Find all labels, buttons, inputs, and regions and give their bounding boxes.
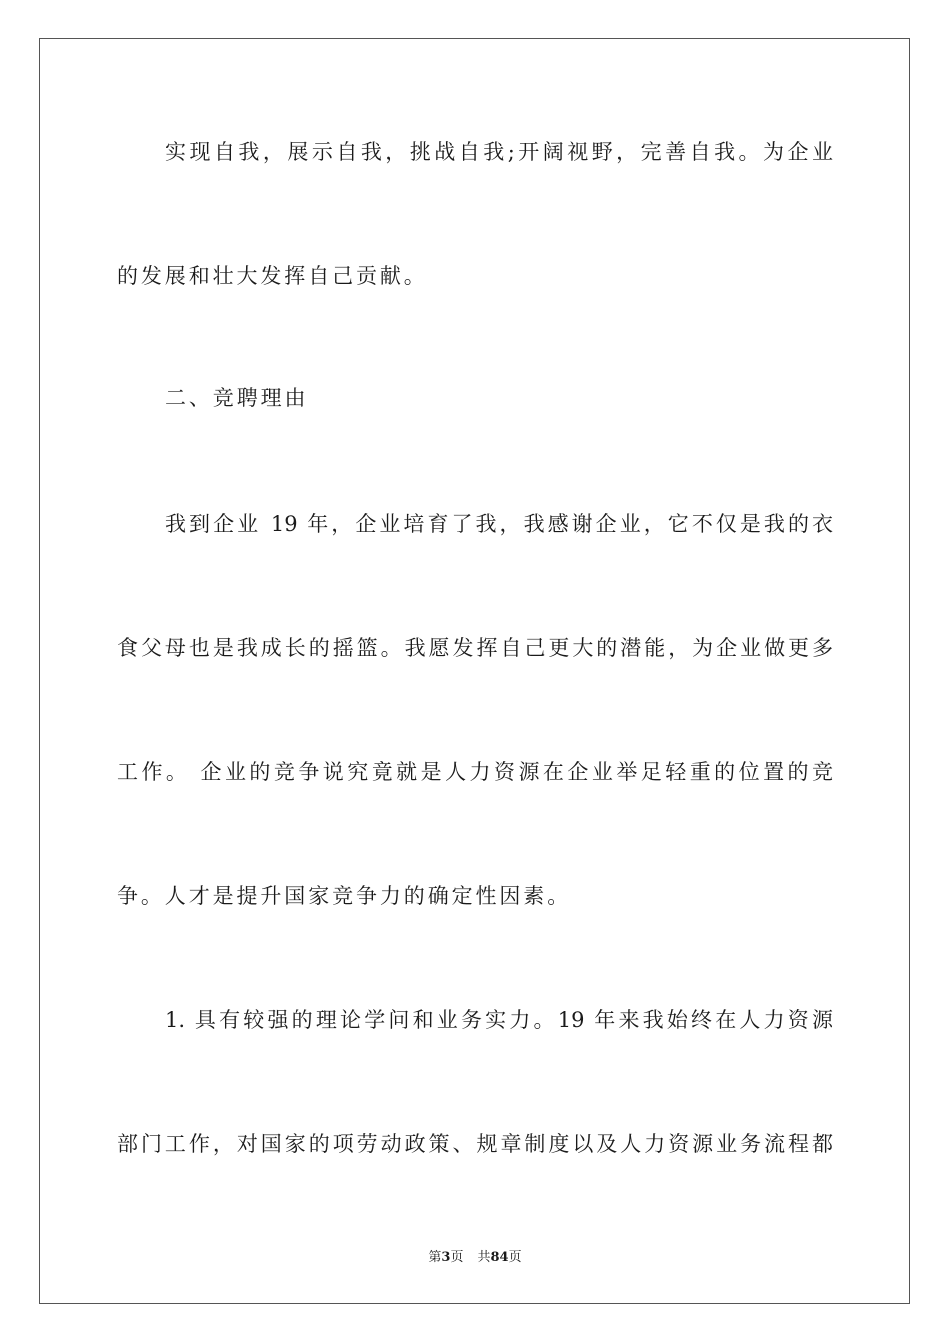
- total-prefix: 共: [477, 1250, 491, 1265]
- page-prefix: 第: [428, 1250, 442, 1265]
- total-pages: 84: [490, 1250, 509, 1265]
- section-heading: 二、竞聘理由: [165, 386, 309, 410]
- page-footer: [0, 1246, 950, 1265]
- paragraph-line-9: 部门工作，对国家的项劳动政策、规章制度以及人力资源业务流程都: [117, 1132, 833, 1156]
- page-number: 3: [441, 1250, 451, 1265]
- total-suffix: 页: [508, 1250, 522, 1265]
- paragraph-line-6: 工作。 企业的竞争说究竟就是人力资源在企业举足轻重的位置的竞: [117, 760, 833, 784]
- paragraph-line-7: 争。人才是提升国家竞争力的确定性因素。: [117, 884, 572, 908]
- page-suffix: 页: [450, 1250, 464, 1265]
- paragraph-line-2: 的发展和壮大发挥自己贡献。: [117, 264, 428, 288]
- paragraph-line-5: 食父母也是我成长的摇篮。我愿发挥自己更大的潜能，为企业做更多: [117, 636, 833, 660]
- paragraph-line-8: 1. 具有较强的理论学问和业务实力。19 年来我始终在人力资源: [165, 1008, 833, 1032]
- paragraph-line-4: 我到企业 19 年，企业培育了我，我感谢企业，它不仅是我的衣: [165, 512, 833, 536]
- page-border: [39, 38, 910, 1304]
- paragraph-line-1: 实现自我，展示自我，挑战自我;开阔视野，完善自我。为企业: [165, 140, 833, 164]
